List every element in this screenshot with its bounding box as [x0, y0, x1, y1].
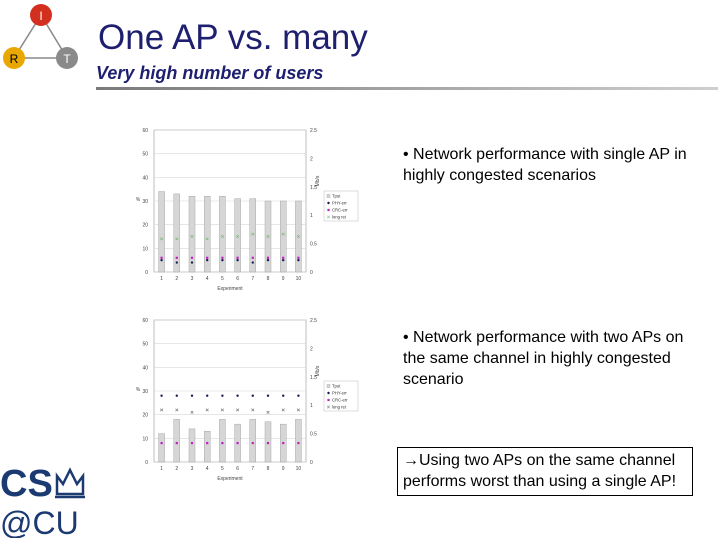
legend-swatch	[327, 399, 329, 401]
y2-tick-label: 0.5	[310, 431, 317, 438]
bar	[295, 419, 301, 462]
marker-point	[176, 442, 178, 444]
marker-point	[160, 259, 162, 261]
y-tick-label: 0	[145, 270, 148, 276]
x-tick-label: 1	[160, 276, 163, 282]
y-tick-label: 20	[142, 412, 148, 419]
y-axis-label: %	[135, 197, 141, 203]
x-tick-label: 3	[190, 466, 194, 472]
logo-letter-i: I	[39, 9, 43, 23]
y2-axis-label: Mb/s	[315, 365, 321, 377]
x-axis-label: Experiment	[217, 476, 243, 482]
x-tick-label: 8	[266, 466, 270, 472]
conclusion-text: Using two APs on the same channel performs worst than using a single AP!	[403, 452, 677, 490]
marker-point	[252, 257, 254, 259]
x-tick-label: 8	[266, 276, 270, 282]
slide-subtitle: Very high number of users	[96, 63, 324, 83]
x-tick-label: 5	[221, 466, 224, 472]
bar	[174, 419, 180, 462]
marker-point	[221, 442, 223, 444]
marker-point	[191, 442, 193, 444]
legend-label: CRC-err	[332, 397, 348, 403]
bar	[265, 422, 271, 462]
bar	[189, 429, 195, 462]
y2-tick-label: 0	[310, 460, 313, 466]
bar	[250, 199, 256, 272]
marker-point	[236, 259, 238, 261]
x-tick-label: 4	[205, 466, 209, 472]
marker-point	[206, 257, 208, 259]
marker-point	[221, 257, 223, 259]
marker-point	[267, 257, 269, 259]
marker-point	[161, 442, 163, 444]
bar	[174, 194, 180, 272]
y2-tick-label: 2	[310, 156, 313, 163]
x-tick-label: 7	[251, 276, 255, 282]
marker-point	[297, 259, 299, 261]
bar	[159, 434, 165, 462]
x-tick-label: 1	[160, 466, 163, 472]
title-divider	[96, 87, 718, 90]
y-tick-label: 20	[142, 222, 148, 229]
x-tick-label: 2	[175, 276, 179, 282]
marker-point	[191, 395, 193, 397]
bullet-single-ap: • Network performance with single AP in highly congested scenarios	[403, 146, 687, 184]
x-tick-label: 7	[251, 466, 255, 472]
x-tick-label: 5	[221, 276, 224, 282]
y2-tick-label: 2.5	[310, 318, 317, 324]
y2-tick-label: 2	[310, 346, 313, 353]
y-tick-label: 0	[145, 460, 148, 466]
bar	[189, 196, 195, 272]
y-tick-label: 50	[142, 341, 148, 348]
logo-letter-r: R	[9, 52, 19, 66]
cs-at-cu-logo	[0, 458, 92, 538]
x-tick-label: 10	[295, 466, 302, 472]
marker-point	[191, 261, 193, 263]
y-tick-label: 60	[142, 318, 148, 324]
legend-label: long ret	[332, 214, 346, 220]
marker-point	[176, 395, 178, 397]
marker-point	[176, 257, 178, 259]
marker-point	[267, 259, 269, 261]
y2-tick-label: 1	[310, 403, 313, 410]
legend-swatch	[327, 209, 329, 211]
y-tick-label: 60	[142, 128, 148, 134]
y2-tick-label: 0	[310, 270, 313, 276]
marker-point	[161, 257, 163, 259]
y-tick-label: 30	[142, 389, 148, 395]
marker-point	[176, 261, 178, 263]
marker-point	[297, 395, 299, 397]
marker-point	[160, 395, 162, 397]
logo-letter-t: T	[63, 52, 71, 66]
y2-tick-label: 1.5	[310, 374, 317, 381]
marker-point	[206, 395, 208, 397]
x-tick-label: 9	[281, 466, 285, 472]
marker-point	[282, 257, 284, 259]
x-tick-label: 6	[236, 276, 239, 282]
marker-point	[282, 395, 284, 397]
marker-point	[237, 257, 239, 259]
marker-point	[297, 442, 299, 444]
marker-point	[252, 261, 254, 263]
legend-swatch	[327, 392, 329, 394]
y2-tick-label: 0.5	[310, 241, 317, 248]
legend-label: PHY-err	[332, 200, 347, 206]
marker-point	[282, 442, 284, 444]
marker-point	[252, 442, 254, 444]
crown-icon	[55, 470, 85, 497]
y-tick-label: 10	[142, 246, 148, 253]
y-tick-label: 40	[142, 365, 148, 372]
x-tick-label: 2	[175, 466, 179, 472]
marker-point	[206, 259, 208, 261]
conclusion-box	[397, 447, 693, 496]
y2-tick-label: 1.5	[310, 184, 317, 191]
legend-label: CRC-err	[332, 207, 348, 213]
y-axis-label: %	[135, 387, 141, 393]
chart-single-ap	[128, 122, 360, 294]
bar	[250, 419, 256, 462]
x-tick-label: 10	[295, 276, 302, 282]
slide-title: One AP vs. many	[98, 18, 368, 57]
x-tick-label: 3	[190, 276, 194, 282]
x-tick-label: 6	[236, 466, 239, 472]
x-tick-label: 4	[205, 276, 209, 282]
x-tick-label: 9	[281, 276, 285, 282]
marker-point	[237, 442, 239, 444]
bullet-two-aps: • Network performance with two APs on the same channel in highly congested scenario	[403, 329, 684, 388]
bar	[219, 419, 225, 462]
marker-point	[267, 442, 269, 444]
legend-swatch	[327, 202, 329, 204]
chart-two-aps	[128, 312, 360, 484]
legend-label: PHY-err	[332, 390, 347, 396]
marker-point	[221, 259, 223, 261]
arrow-icon: →	[403, 452, 419, 469]
marker-point	[236, 395, 238, 397]
irt-logo	[0, 0, 90, 80]
y-tick-label: 40	[142, 175, 148, 182]
legend-label: long ret	[332, 404, 346, 410]
marker-point	[252, 395, 254, 397]
y-tick-label: 10	[142, 436, 148, 443]
legend-label: Tput	[332, 193, 341, 199]
marker-point	[221, 395, 223, 397]
legend-swatch	[327, 195, 330, 198]
y2-tick-label: 1	[310, 213, 313, 220]
marker-point	[191, 257, 193, 259]
y2-tick-label: 2.5	[310, 128, 317, 134]
marker-point	[297, 257, 299, 259]
marker-point	[206, 442, 208, 444]
y-tick-label: 30	[142, 199, 148, 205]
x-axis-label: Experiment	[217, 286, 243, 292]
legend-swatch	[327, 385, 330, 388]
logo-text-cs: CS	[0, 463, 53, 505]
logo-text-at-cu: @CU	[0, 505, 79, 538]
y-tick-label: 50	[142, 151, 148, 158]
y2-axis-label: Mb/s	[315, 175, 321, 187]
marker-point	[282, 259, 284, 261]
marker-point	[267, 395, 269, 397]
legend-label: Tput	[332, 383, 341, 389]
bar	[204, 431, 210, 462]
